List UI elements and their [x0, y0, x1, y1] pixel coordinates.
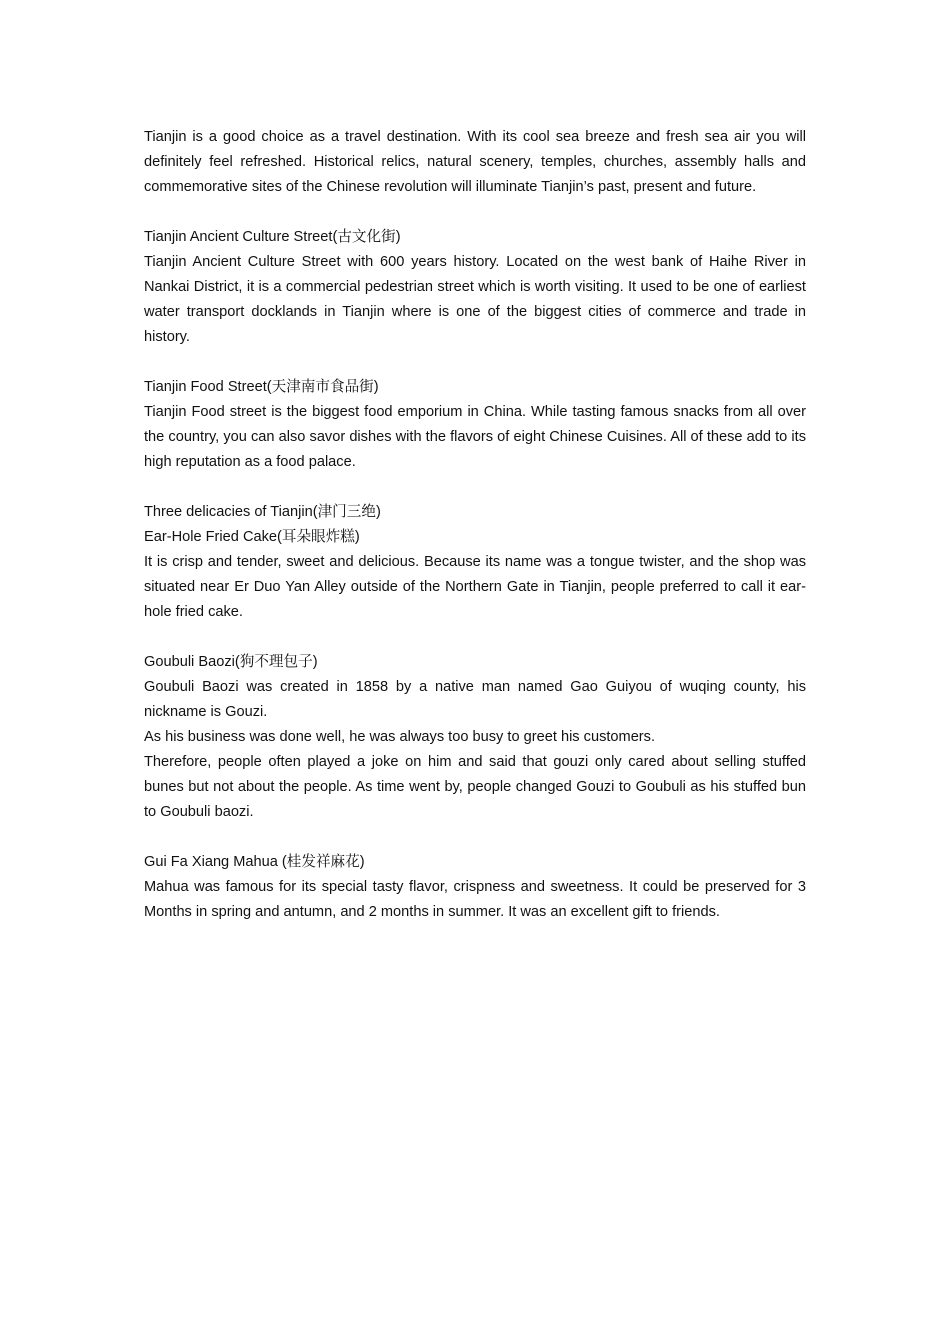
goubuli-paragraph-2: As his business was done well, he was always too busy to greet his customers. — [144, 729, 656, 745]
food-street-heading: Tianjin Food Street(天津南市食品街) — [144, 379, 379, 395]
mahua-heading: Gui Fa Xiang Mahua (桂发祥麻花) — [144, 854, 365, 870]
document-body — [144, 125, 806, 925]
culture-street-paragraph: Tianjin Ancient Culture Street with 600 years history. Located on the west bank of Haihe River in Nankai District, it is a commercial pedestrian street which is worth visiting. It used to be one of earliest water transport docklands in Tianjin where is one of the biggest cities of commerce and trade in history. — [144, 254, 806, 345]
delicacies-heading: Three delicacies of Tianjin(津门三绝) — [144, 504, 381, 520]
paragraph-gap — [144, 200, 806, 225]
intro-paragraph: Tianjin is a good choice as a travel destination. With its cool sea breeze and fresh sea air you will definitely feel refreshed. Historical relics, natural scenery, temples, churches, assembly halls and commemorative sites of the Chinese revolution will illuminate Tianjin’s past, present and future. — [144, 129, 806, 195]
paragraph-gap — [144, 350, 806, 375]
paragraph-gap — [144, 825, 806, 850]
food-street-paragraph: Tianjin Food street is the biggest food emporium in China. While tasting famous snacks from all over the country, you can also savor dishes with the flavors of eight Chinese Cuisines. All of these add to its high reputation as a food palace. — [144, 404, 806, 470]
mahua-paragraph: Mahua was famous for its special tasty flavor, crispness and sweetness. It could be preserved for 3 Months in spring and antumn, and 2 months in summer. It was an excellent gift to friends. — [144, 879, 806, 920]
ear-hole-cake-heading: Ear-Hole Fried Cake(耳朵眼炸糕) — [144, 529, 360, 545]
paragraph-gap — [144, 475, 806, 500]
goubuli-paragraph-3: Therefore, people often played a joke on him and said that gouzi only cared about selling stuffed bunes but not about the people. As time went by, people changed Gouzi to Goubuli as his stuffed bun to Goubuli baozi. — [144, 754, 806, 820]
goubuli-heading: Goubuli Baozi(狗不理包子) — [144, 654, 318, 670]
culture-street-heading: Tianjin Ancient Culture Street(古文化街) — [144, 229, 401, 245]
paragraph-gap — [144, 625, 806, 650]
ear-hole-cake-paragraph: It is crisp and tender, sweet and delicious. Because its name was a tongue twister, and the shop was situated near Er Duo Yan Alley outside of the Northern Gate in Tianjin, people preferred to call it ear-hole fried cake. — [144, 554, 806, 620]
goubuli-paragraph-1: Goubuli Baozi was created in 1858 by a native man named Gao Guiyou of wuqing county, his nickname is Gouzi. — [144, 679, 806, 720]
